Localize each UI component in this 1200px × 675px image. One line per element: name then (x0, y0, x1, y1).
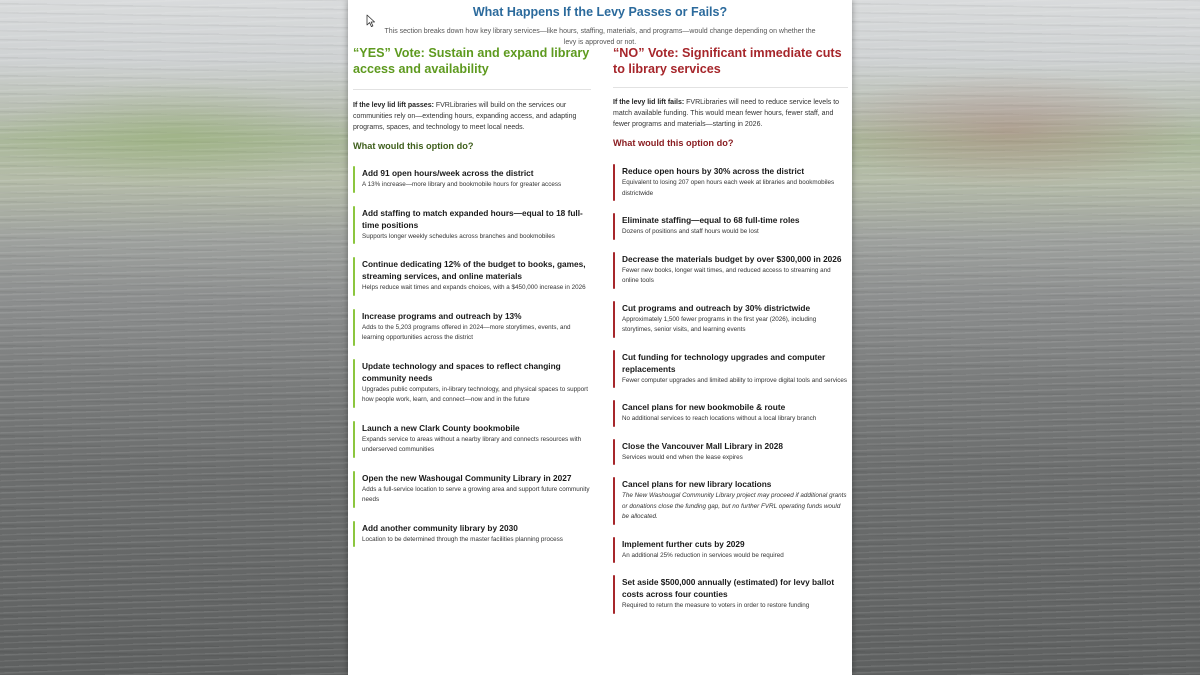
no-lead-label: If the levy lid lift fails: (613, 99, 685, 106)
levy-comparison-page (348, 0, 852, 675)
yes-item-heading: Continue dedicating 12% of the budget to books, games, streaming services, and online materials (362, 259, 586, 281)
no-item (613, 477, 848, 525)
no-item (613, 439, 848, 466)
accent-bar (353, 521, 355, 548)
no-item-detail: Dozens of positions and staff hours would be lost (622, 228, 759, 235)
yes-item (353, 257, 592, 296)
no-vote-title: “NO” Vote: Significant immediate cuts to library services (613, 46, 842, 76)
yes-item-detail: Expands service to areas without a nearby library and connects resources with underserved communities (362, 435, 582, 453)
accent-bar (613, 537, 615, 564)
mouse-pointer-icon (366, 14, 376, 28)
no-item-heading: Decrease the materials budget by over $300,000 in 2026 (622, 253, 842, 264)
yes-lead (353, 100, 592, 133)
no-item-detail: Approximately 1,500 fewer programs in the first year (2026), including storytimes, senior visits, and learning events (622, 315, 817, 333)
yes-lead-label: If the levy lid lift passes: (353, 102, 434, 109)
yes-item-detail: Supports longer weekly schedules across branches and bookmobiles (362, 232, 555, 240)
divider (613, 87, 848, 88)
yes-item (353, 166, 592, 193)
no-vote-column (600, 45, 852, 614)
yes-item-detail: A 13% increase—more library and bookmobile hours for greater access (362, 181, 562, 188)
accent-bar (613, 213, 615, 240)
accent-bar (353, 421, 355, 458)
comparison-columns (348, 45, 852, 614)
accent-bar (613, 252, 615, 289)
no-item-heading: Reduce open hours by 30% across the district (622, 166, 805, 176)
yes-item-heading: Launch a new Clark County bookmobile (362, 422, 520, 433)
yes-item-detail: Adds to the 5,203 programs offered in 2024—more storytimes, events, and learning opportunities across the district (362, 323, 571, 341)
accent-bar (613, 400, 615, 427)
no-lead (613, 97, 848, 130)
no-item (613, 537, 848, 564)
no-item-detail: No additional services to reach locations without a local library branch (622, 415, 817, 422)
no-item (613, 301, 848, 338)
yes-item-heading: Add 91 open hours/week across the district (362, 168, 534, 178)
yes-item (353, 359, 592, 408)
yes-item (353, 206, 592, 245)
no-item-detail: Required to return the measure to voters in order to restore funding (622, 602, 810, 609)
no-item (613, 252, 848, 289)
yes-item-heading: Add another community library by 2030 (362, 522, 518, 533)
no-item (613, 400, 848, 427)
yes-item-detail: Helps reduce wait times and expands choices, with a $450,000 increase in 2026 (362, 284, 586, 291)
no-item-heading: Eliminate staffing—equal to 68 full-time roles (622, 215, 800, 225)
accent-bar (353, 206, 355, 245)
no-item-detail: Services would end when the lease expires (622, 453, 743, 461)
no-item-heading: Cancel plans for new library locations (622, 479, 772, 489)
no-item-detail: Equivalent to losing 207 open hours each week at libraries and bookmobiles districtwide (622, 179, 835, 197)
yes-item-heading: Update technology and spaces to reflect changing community needs (362, 360, 561, 383)
page-intro: This section breaks down how key library services—like hours, staffing, materials, and programs—would change depending on whether the levy is approved or not. (384, 28, 816, 46)
accent-bar (353, 166, 355, 193)
yes-item-heading: Open the new Washougal Community Library in 2027 (362, 472, 572, 483)
accent-bar (613, 164, 615, 201)
yes-lead-text: FVRLibraries will build on the services our communities rely on—extending hours, expanding access, and adapting programs, spaces, and technology to meet local needs. (353, 102, 577, 131)
yes-item (353, 521, 592, 548)
accent-bar (613, 439, 615, 466)
no-item (613, 575, 848, 614)
accent-bar (613, 301, 615, 338)
no-item-heading: Set aside $500,000 annually (estimated) for levy ballot costs across four counties (622, 577, 835, 599)
no-item-detail: An additional 25% reduction in services would be required (622, 551, 784, 559)
no-item-heading: Implement further cuts by 2029 (622, 538, 745, 549)
yes-item-heading: Increase programs and outreach by 13% (362, 310, 522, 321)
no-item (613, 164, 848, 201)
page-title: What Happens If the Levy Passes or Fails? (472, 5, 728, 19)
yes-vote-column (348, 45, 600, 614)
accent-bar (613, 575, 615, 614)
yes-item (353, 421, 592, 458)
no-subheading: What would this option do? (613, 138, 734, 148)
yes-item-detail: Adds a full-service location to serve a growing area and support future community needs (362, 485, 590, 503)
no-item (613, 213, 848, 240)
accent-bar (353, 471, 355, 508)
yes-item-detail: Upgrades public computers, in-library technology, and physical spaces to support how people work, learn, and connect—now and in the future (362, 385, 588, 403)
accent-bar (353, 257, 355, 296)
no-lead-text: FVRLibraries will need to reduce service levels to match available funding. This would mean fewer hours, fewer staff, and fewer programs and materials—starting in 2026. (613, 99, 840, 128)
no-item-detail: The New Washougal Community Library project may proceed if additional grants or donations close the funding gap, but no further FVRL operating funds would be allocated. (622, 492, 847, 520)
accent-bar (353, 309, 355, 346)
no-item-heading: Cut funding for technology upgrades and computer replacements (622, 351, 826, 374)
no-item-heading: Close the Vancouver Mall Library in 2028 (622, 440, 783, 451)
yes-item-detail: Location to be determined through the master facilities planning process (362, 535, 563, 543)
no-item (613, 350, 848, 389)
accent-bar (613, 350, 615, 389)
divider (353, 89, 591, 90)
yes-vote-title: “YES” Vote: Sustain and expand library access and availability (353, 46, 590, 76)
yes-item (353, 471, 592, 508)
yes-item-heading: Add staffing to match expanded hours—equal to 18 full-time positions (362, 207, 583, 230)
no-item-heading: Cancel plans for new bookmobile & route (622, 402, 786, 412)
yes-item (353, 309, 592, 346)
accent-bar (613, 477, 615, 525)
wood-background-left (0, 0, 348, 675)
no-item-detail: Fewer new books, longer wait times, and reduced access to streaming and online tools (622, 266, 831, 284)
accent-bar (353, 359, 355, 408)
no-item-detail: Fewer computer upgrades and limited ability to improve digital tools and services (622, 376, 848, 384)
no-item-heading: Cut programs and outreach by 30% districtwide (622, 302, 811, 313)
wood-background-right (852, 0, 1200, 675)
yes-subheading: What would this option do? (353, 141, 474, 151)
